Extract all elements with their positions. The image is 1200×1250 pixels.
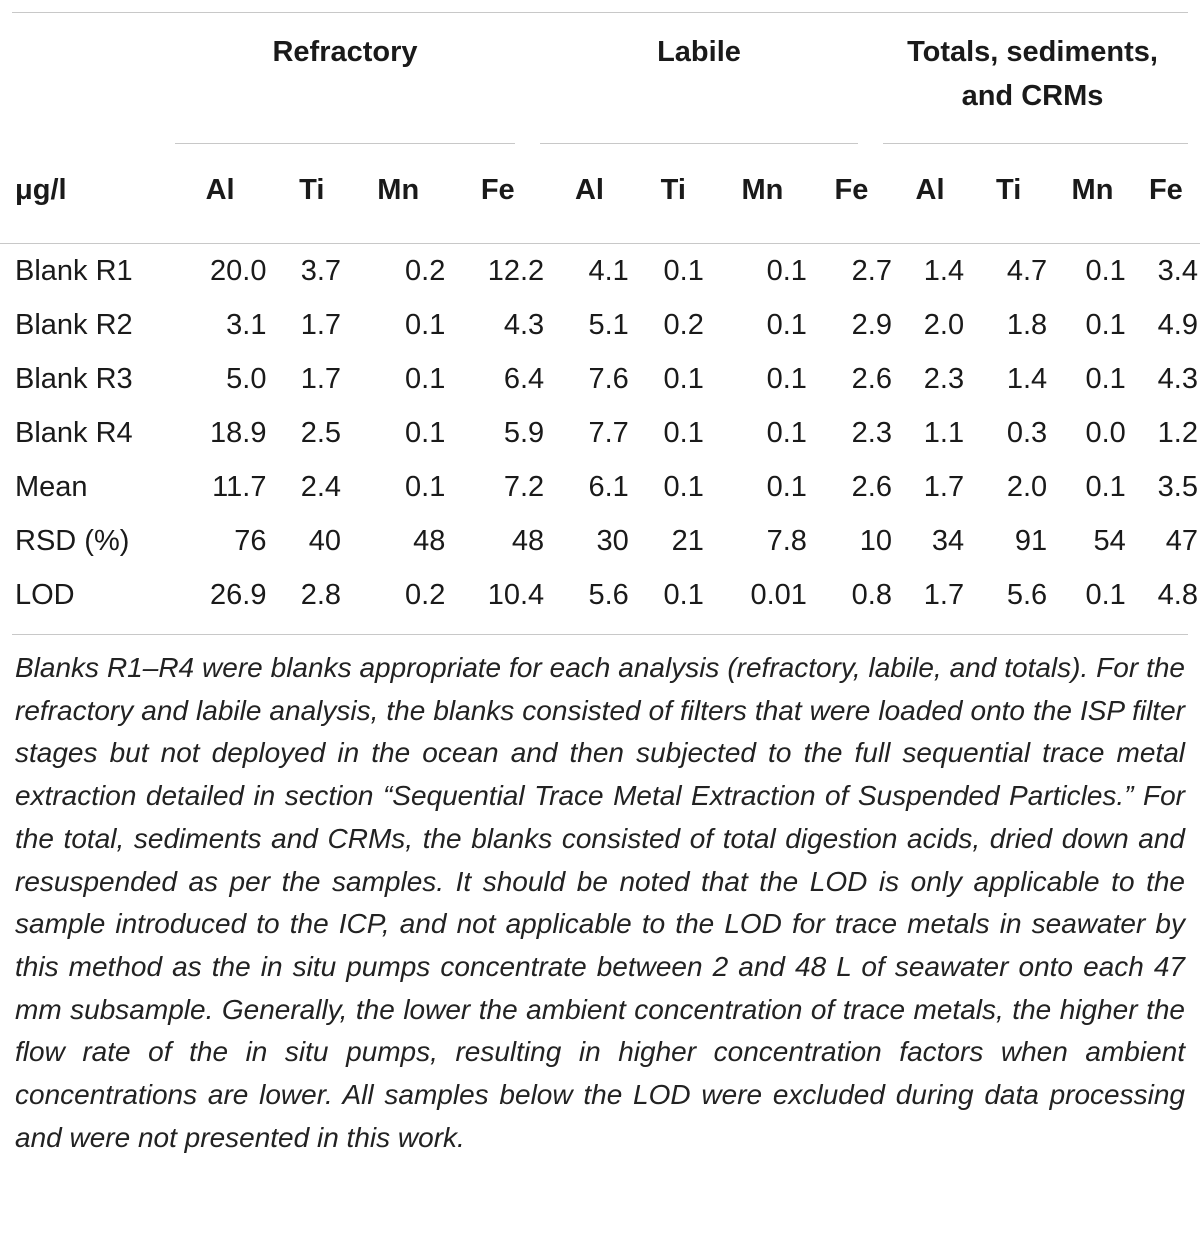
table-cell: 0.1	[1085, 578, 1126, 611]
table-cell: 0.1	[766, 308, 807, 341]
table-cell: 1.7	[300, 362, 342, 395]
table-cell: 1.7	[923, 470, 965, 503]
row-label: RSD (%)	[15, 524, 130, 557]
table-cell: 0.1	[766, 470, 807, 503]
table-cell: 0.1	[405, 308, 446, 341]
table-row	[0, 352, 1200, 406]
table-cell: 11.7	[212, 470, 267, 503]
table-cell: 0.1	[1085, 308, 1126, 341]
group-header-totals: Totals, sediments, and CRMs	[907, 36, 1158, 112]
table-row	[0, 514, 1200, 568]
table-cell: 1.8	[1006, 308, 1048, 341]
table-cell: 34	[931, 524, 965, 557]
table-body	[0, 217, 1200, 622]
group-underline-totals	[883, 143, 1188, 144]
group-underline-labile	[540, 143, 858, 144]
table-row	[0, 244, 1200, 299]
table-cell: 0.1	[663, 362, 704, 395]
table-cell: 10	[859, 524, 892, 557]
group-header-refractory: Refractory	[272, 36, 418, 68]
column-header: Ti	[996, 173, 1022, 206]
table-cell: 26.9	[210, 578, 267, 611]
table-cell: 7.2	[503, 470, 545, 503]
table-cell: 1.4	[923, 254, 965, 287]
table-cell: 3.4	[1157, 254, 1198, 287]
table-cell: 30	[596, 524, 629, 557]
table-cell: 4.8	[1157, 578, 1198, 611]
row-label: Blank R4	[15, 416, 133, 449]
table-cell: 3.1	[226, 308, 267, 341]
row-label: Mean	[15, 470, 88, 503]
table-cell: 0.8	[851, 578, 892, 611]
table-cell: 3.7	[300, 254, 342, 287]
table-cell: 0.1	[663, 470, 704, 503]
table-cell: 54	[1093, 524, 1126, 557]
table-cell: 0.1	[766, 362, 807, 395]
table-cell: 2.3	[923, 362, 965, 395]
table-cell: 2.8	[300, 578, 342, 611]
table-cell: 5.6	[588, 578, 629, 611]
table-row	[0, 568, 1200, 622]
table-cell: 0.1	[663, 416, 704, 449]
table-cell: 76	[234, 524, 267, 557]
row-label: LOD	[15, 578, 75, 611]
table-row	[0, 460, 1200, 514]
table-cell: 0.1	[1085, 254, 1126, 287]
table-cell: 0.1	[1085, 362, 1126, 395]
table-cell: 4.3	[503, 308, 545, 341]
table-cell: 4.1	[588, 254, 629, 287]
column-header: Ti	[660, 173, 686, 206]
table-cell: 1.4	[1006, 362, 1048, 395]
table-cell: 5.1	[588, 308, 629, 341]
column-header: Mn	[377, 173, 420, 206]
table-cell: 5.0	[226, 362, 267, 395]
table-cell: 2.6	[851, 362, 892, 395]
table-cell: 2.6	[851, 470, 892, 503]
column-header: Mn	[1071, 173, 1114, 206]
table-cell: 0.2	[405, 254, 446, 287]
table-cell: 0.0	[1085, 416, 1126, 449]
column-header: Al	[574, 173, 604, 206]
table-cell: 2.5	[300, 416, 342, 449]
column-header: Fe	[480, 173, 515, 206]
table-cell: 91	[1014, 524, 1048, 557]
table-cell: 6.1	[588, 470, 629, 503]
table-cell: 18.9	[210, 416, 267, 449]
table-cell: 2.4	[300, 470, 342, 503]
column-header: Al	[915, 173, 945, 206]
row-label: Blank R3	[15, 362, 133, 395]
table-cell: 40	[308, 524, 342, 557]
table-cell: 1.1	[923, 416, 965, 449]
table-cell: 6.4	[503, 362, 545, 395]
table-cell: 0.1	[1085, 470, 1126, 503]
column-header: Fe	[834, 173, 869, 206]
table-cell: 1.2	[1157, 416, 1198, 449]
table-cell: 2.9	[851, 308, 892, 341]
blank-data-table	[0, 163, 1200, 622]
table-cell: 0.3	[1006, 416, 1048, 449]
table-cell: 1.7	[923, 578, 965, 611]
table-cell: 2.0	[1006, 470, 1048, 503]
table-bottom-rule	[12, 634, 1188, 635]
table-cell: 7.6	[588, 362, 629, 395]
table-cell: 2.3	[851, 416, 892, 449]
row-label: Blank R1	[15, 254, 133, 287]
table-cell: 0.1	[405, 416, 446, 449]
table-cell: 5.9	[503, 416, 545, 449]
table-cell: 0.2	[663, 308, 704, 341]
table-cell: 12.2	[487, 254, 545, 287]
table-cell: 48	[413, 524, 446, 557]
table-cell: 0.1	[766, 254, 807, 287]
table-cell: 1.7	[300, 308, 342, 341]
column-header: Al	[205, 173, 235, 206]
table-cell: 0.1	[405, 470, 446, 503]
table-cell: 4.3	[1157, 362, 1198, 395]
table-row	[0, 298, 1200, 352]
table-cell: 0.1	[663, 254, 704, 287]
table-cell: 2.7	[851, 254, 892, 287]
table-cell: 4.7	[1006, 254, 1048, 287]
table-cell: 7.8	[766, 524, 807, 557]
column-header-row	[0, 163, 1200, 217]
table-cell: 7.7	[588, 416, 629, 449]
table-cell: 20.0	[210, 254, 267, 287]
column-header: Mn	[741, 173, 784, 206]
table-cell: 2.0	[923, 308, 965, 341]
table-cell: 4.9	[1157, 308, 1198, 341]
table-row	[0, 406, 1200, 460]
table-top-rule	[12, 12, 1188, 13]
table-cell: 3.5	[1157, 470, 1198, 503]
table-cell: 10.4	[487, 578, 545, 611]
table-cell: 48	[511, 524, 545, 557]
row-label: Blank R2	[15, 308, 133, 341]
table-cell: 0.01	[750, 578, 807, 611]
header-separator-row	[0, 217, 1200, 244]
table-cell: 0.1	[405, 362, 446, 395]
unit-header: μg/l	[15, 173, 67, 206]
table-cell: 0.2	[405, 578, 446, 611]
table-cell: 0.1	[663, 578, 704, 611]
table-cell: 47	[1165, 524, 1198, 557]
group-header-labile: Labile	[657, 36, 741, 68]
group-underline-refractory	[175, 143, 515, 144]
table-cell: 0.1	[766, 416, 807, 449]
table-footnote: Blanks R1–R4 were blanks appropriate for each analysis (refractory, labile, and totals). For the refractory and labile analysis, the blanks consisted of filters that were loaded onto the ISP filter stages but not deployed in the ocean and then subjected to the full sequential trace metal extraction detailed in section “Sequential Trace Metal Extraction of Suspended Particles.” For the total, sediments and CRMs, the blanks consisted of total digestion acids, dried down and resuspended as per the samples. It should be noted that the LOD is only applicable to the sample introduced to the ICP, and not applicable to the LOD for trace metals in seawater by this method as the in situ pumps concentrate between 2 and 48 L of seawater onto each 47 mm subsample. Generally, the lower the ambient concentration of trace metals, the higher the flow rate of the in situ pumps, resulting in higher concentration factors when ambient concentrations are lower. All samples below the LOD were excluded during data processing and were not presented in this work.	[15, 652, 1185, 1153]
table-cell: 21	[671, 524, 704, 557]
column-header: Fe	[1148, 173, 1183, 206]
table-cell: 5.6	[1006, 578, 1048, 611]
column-header: Ti	[299, 173, 325, 206]
